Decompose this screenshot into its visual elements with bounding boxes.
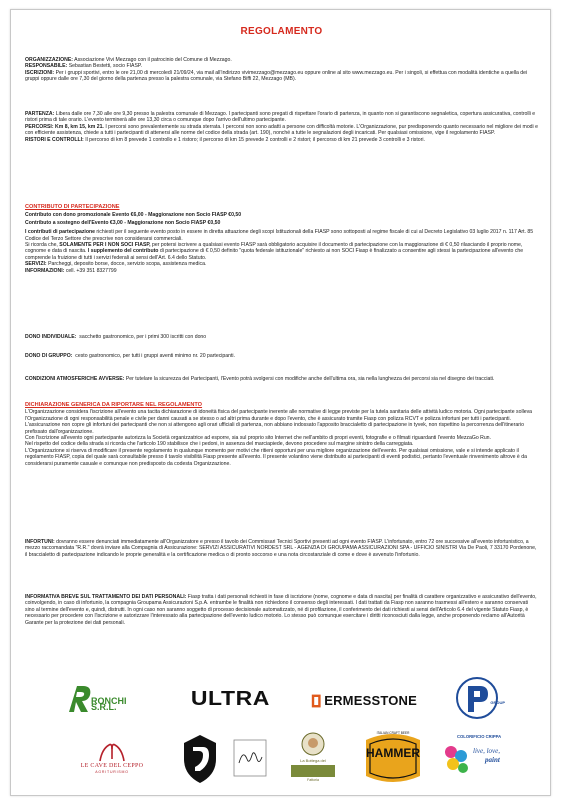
perc-km: Km 8, km 15, km 21.: [55, 123, 104, 130]
dich-p2: Con l'iscrizione all'evento ogni partecipante autorizza la Società organizzatrice ad esporre, sia sul proprio sito Internet che nell'ambito di propri eventi, fotografie e o filmati riguardanti l'evento MezzaGo Run.: [25, 435, 491, 442]
cave-del-ceppo-logo: [72, 734, 152, 780]
iscr-line: [25, 70, 538, 83]
section-dichiarazione: [25, 402, 538, 467]
inf-label: INFORTUNI:: [25, 539, 55, 545]
section-dono-individuale: [25, 334, 538, 340]
section-condizioni: [25, 376, 538, 382]
section-infortuni: [25, 539, 538, 558]
bottega-subtext: Fattoria: [307, 778, 319, 782]
ronchi-text: RONCHI S.R.L.: [91, 696, 127, 713]
contributo-line-1: Contributo con dono promozionale Evento €6,00 - Maggiorazione non Socio FIASP €0,50: [25, 212, 242, 219]
contributo-fiscal: [25, 229, 538, 242]
resp-label: RESPONSABILE:: [25, 63, 68, 70]
bottega-badge-icon: [300, 731, 326, 757]
monogram-logo: [175, 729, 225, 789]
resp-text: Sebastian Bestetti, socio FIASP.: [68, 63, 143, 70]
signature-logo: [230, 736, 270, 780]
info-line: INFORMAZIONI: cell. +39 351 8327799: [25, 267, 117, 274]
group-circle-icon: [453, 674, 501, 722]
dich-p1: L'Organizzazione considera l'iscrizione all'evento una tacita dichiarazione di idoneità fisica del partecipante inerente alle normative di legge previste per la tutela sanitaria delle attività ludico motoria. Ogni partecipante solleva l'Organizzazione di ogni responsabilità penale e civile per danni causati a se stesso o ad altri prima durante e dopo l'evento, che è assicurato tramite Fiasp con polizza RCVT e polizza infortuni per tutti i partecipanti. L'assicurazione non copre gli infortuni dei partecipanti che non si attengono agli orari ufficiali di partenza, non abbiano indossato l'apposito braccialetto di partecipazione in tyvek, non rispettino la percorrenza dell'itinerario prefissato dall'organizzazione.: [25, 409, 533, 435]
hammer-logo: [360, 726, 426, 790]
group-logo: [453, 674, 505, 722]
cond-text: Per tutelare la sicurezza dei Partecipanti, l'Evento potrà svolgersi con modifiche anche dell'ultima ora, sia nella lunghezza dei percorsi sia nel disegno dei tracciati.: [125, 376, 495, 382]
section-contributo: [25, 204, 538, 274]
rist-line: [25, 137, 538, 143]
signature-icon: [233, 739, 267, 777]
hands-icon: [97, 739, 127, 763]
dono-ind-label: DONO INDIVIDUALE:: [25, 334, 77, 340]
hammer-text: HAMMER: [366, 746, 420, 760]
group-text: GROUP: [490, 700, 505, 705]
ultra-text: ULTRA: [190, 687, 270, 710]
crippa-slogan-2: paint: [485, 756, 500, 764]
crippa-text: COLORIFICIO CRIPPA: [457, 734, 502, 739]
ermesstone-text: ERMESSTONE: [324, 692, 417, 708]
part-text: Libera dalle ore 7,30 alle ore 9,30 presso la palestra comunale di Mezzago. I partecipanti sono pregati di rispettare l'orario di partenza, in quanto non si garantiscono segnaletica, copertura assicurativa, controlli e ristori prima di tale orario. L'evento terminerà alle ore 13,30 circa o comunque dopo l'arrivo dell'ultimo partecipante.: [25, 111, 536, 124]
priv-text: Fiasp tratta i dati personali richiesti in fase di iscrizione (nome, cognome e data di nascita) per finalità di carattere organizzativo e assicurativo dell'evento, coinvolgendo, in caso di infortunio, la compagnia Groupama Assicurazioni S.p.A. entrambe le finalità non richiedono il consenso degli interessati. I dati trattati da Fiasp non saranno trasmessi all'estero e saranno conservati sino al termine dell'evento e, quindi, distrutti. In ogni caso non saranno soggetto di processo decisionale automatizzato, né di profilazione, il conferimento dei dati richiesti ai sensi dell'Articolo 6.4 del vigente Statuto Fiasp, è necessario per procedere con l'iscrizione e autorizzare l'interessato alla partecipazione dell'evento ludico motorio. Lo stesso può comunque esercitare i diritti riconosciuti dalla legge, anche proponendo reclamo all'Autorità Garante per la protezione dei dati personali.: [25, 594, 537, 626]
rist-text: Il percorso di km 8 prevede 1 controllo e 1 ristoro; il percorso di km 15 prevede 2 controlli e 2 ristori; il percorso di km 21 prevede 3 controlli e 3 ristori.: [85, 136, 425, 143]
document-frame: [10, 9, 551, 796]
ultra-logo: [180, 684, 280, 714]
org-label: ORGANIZZAZIONE:: [25, 57, 73, 63]
hammer-top-text: ITALIAN CRAFT BEER: [376, 731, 410, 735]
inf-text: dovranno essere denunciati immediatamente all'Organizzatore e presso il tavolo dei Commissari Tecnici Sportivi presenti ad ogni evento FIASP. L'infortunato, entro 72 ore successive all'evento infortunistico, a mezzo raccomandata "R.R." dovrà inviare alla Compagnia di Assicurazione: SERVIZI ASSICURATIVI NORDEST SRL - AGENZIA DI GROUPAMA ASSICURAZIONI SPA - UFFICIO SINISTRI Via De Paoli, 7 33170 Pordenone, il braccialetto di partecipazione indicando le proprie generalità e la certificazione medica o di pronto soccorso e una nota circostanziale di come e dove è avvenuto l'infortunio.: [25, 539, 537, 558]
section-dono-gruppo: [25, 353, 538, 359]
perc-text: I percorsi sono prevalentemente su strada sterrata. I percorsi non sono adatti a persone con difficoltà motorie. L'Organizzazione, pur predisponendo quanto necessario nel migliore dei modi e con efficiente assistenza, chiede a tutti i partecipanti di attenersi alle norme del codice della strada (art. 190), nonché a tutte le segnalazioni degli incaricati. Per qualsiasi omissione, vige il regolamento FIASP.: [25, 123, 538, 137]
part-label: PARTENZA:: [25, 111, 55, 117]
info-phone: cell. +39 351 8327799: [65, 267, 117, 274]
cond-label: CONDIZIONI ATMOSFERICHE AVVERSE:: [25, 376, 125, 382]
cave-text: LE CAVE DEL CEPPO: [80, 762, 144, 769]
cave-subtext: AGRITURISMO: [95, 770, 129, 774]
contributo-heading: CONTRIBUTO DI PARTECIPAZIONE: [25, 204, 120, 210]
priv-label: INFORMATIVA BREVE SUL TRATTAMENTO DEI DATI PERSONALI:: [25, 594, 187, 600]
contributo-line-2: Contributo a sostegno dell'Evento €3,00 - Maggiorazione non Socio FIASP €0,50: [25, 219, 221, 226]
dono-grp-label: DONO DI GRUPPO:: [25, 353, 73, 359]
bottega-logo: [283, 726, 343, 788]
paint-splash-icon: [441, 742, 471, 782]
page-title: REGOLAMENTO: [240, 26, 323, 37]
contrib-text: richiesti per il seguente evento posto in essere in diretta attuazione degli scopi Istituzionali della FIASP sono sottoposti al regime fiscale di cui al Decreto Legislativo 03 luglio 2017 n. 117 Art. 85 Codice del Terzo Settore che prescrive non considerarsi commerciali.: [25, 229, 534, 242]
dich-p4: L'Organizzazione si riserva di modificare il presente regolamento in qualunque momento per motivi che ritieni opportuni per una migliore organizzazione dell'evento. Per qualsiasi omissione, vale e si intende applicato il regolamento FIASP, copia del quale sarà consultabile presso il tavolo visibilità Fiasp presente all'evento. Il presente volantino viene distribuito ai partecipanti di eventi podistici, pertanto l'eventuale rinvenimento altrove è da considerarsi puramente casuale e comunque non predisposto da codesta Organizzazione.: [25, 447, 527, 467]
sponsor-logos: [25, 674, 538, 794]
crippa-slogan: live, love,: [473, 747, 501, 755]
bottega-banner: [291, 765, 335, 777]
iscr-label: ISCRIZIONI:: [25, 69, 55, 76]
org-text: Associazione Vivi Mezzago con il patrocinio del Comune di Mezzago.: [74, 57, 232, 63]
perc-label: PERCORSI:: [25, 123, 54, 130]
section-organization: [25, 57, 538, 83]
section-partenza: [25, 111, 538, 143]
ricorda-line: Si ricorda che, SOLAMENTE PER I NON SOCI FIASP, per potersi iscrivere a qualsiasi evento FIASP sarà obbligatorio acquisire il documento di partecipazione con la maggiorazione di € 0,50 rilasciando il proprio nome, cognome e data di nascita. I supplemento del contributo di partecipazione di € 0,50 definito "quota federale istituzionale" richiesto ai non SOCI Fiasp è finalizzato a consentire agli stessi la partecipazione all'evento che comprende la fruizione di tutti i servizi federali ai sensi dell'Art. 6.4 dello Statuto.: [25, 242, 524, 261]
bottega-text: La Bottega del: [300, 757, 326, 763]
ermesstone-logo: [311, 686, 417, 716]
monogram-icon: [181, 733, 219, 785]
dichiarazione-heading: DICHIARAZIONE GENERICA DA RIPORTARE NEL REGOLAMENTO: [25, 402, 203, 408]
servizi-line: SERVIZI: Parcheggi, deposito borse, docce, servizio scopa, assistenza medica.: [25, 261, 207, 268]
section-privacy: [25, 594, 538, 626]
dono-grp-text: cesto gastronomico, per tutti i gruppi aventi minimo nr. 20 partecipanti.: [75, 353, 236, 359]
dich-p3: Nel rispetto del codice della strada si ricorda che l'articolo 190 stabilisce che i pedoni, in assenza del marciapiede, devono procedere sul margine sinistro della carreggiata.: [25, 441, 414, 448]
crippa-logo: [441, 730, 521, 786]
perc-line: [25, 124, 538, 137]
rist-label: RISTORI E CONTROLLI:: [25, 136, 84, 143]
iscr-text: Per i gruppi sportivi, entro le ore 21,00 di mercoledì 21/09/24, via mail all'indirizzo vivimezzago@mezzago.eu oppure online al sito www.mezzago.eu. Per i singoli, si effettua con modalità identiche a quella dei gruppi oppure dalle ore 7,30 del giorno della partenza presso la palestra comunale, via Stefano Biffi 22, Mezzago (MB).: [25, 69, 528, 83]
ermesstone-cube-icon: [311, 691, 322, 711]
part-line: [25, 111, 538, 124]
dono-ind-text: sacchetto gastronomico, per i primi 300 iscritti con dono: [79, 334, 207, 340]
contrib-label: I contributi di partecipazione: [25, 229, 95, 236]
ronchi-logo: [65, 680, 147, 718]
